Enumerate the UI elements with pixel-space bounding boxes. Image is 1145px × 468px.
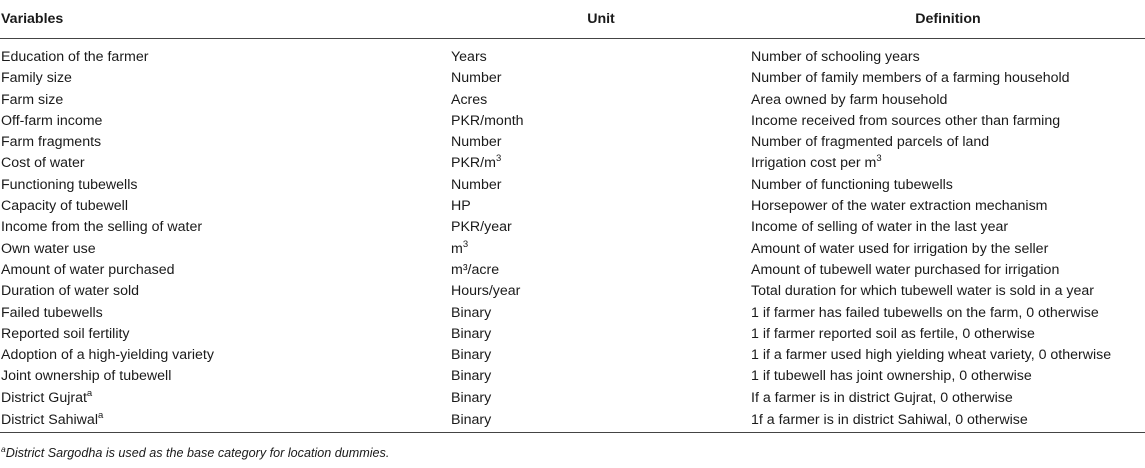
cell-unit-text: Number: [451, 176, 502, 193]
cell-variable: [0, 90, 451, 111]
cell-definition-text: 1 if farmer reported soil as fertile, 0 otherwise: [751, 325, 1035, 342]
table-row: [0, 68, 1145, 89]
header-unit: Unit: [451, 0, 751, 39]
cell-definition-superscript: 3: [876, 153, 882, 165]
cell-definition: [751, 217, 1145, 238]
cell-unit: [451, 132, 751, 153]
cell-unit-text: Binary: [451, 304, 492, 321]
cell-variable-text: Cost of water: [1, 155, 85, 172]
cell-variable-text: Functioning tubewells: [1, 176, 138, 193]
cell-definition: [751, 303, 1145, 324]
cell-definition-text: Number of schooling years: [751, 49, 920, 65]
cell-variable-text: District Gujrat: [1, 389, 87, 406]
cell-variable-text: Family size: [1, 70, 72, 87]
cell-definition: [751, 68, 1145, 89]
table-row: [0, 324, 1145, 345]
table-row: [0, 90, 1145, 111]
cell-variable-superscript: a: [86, 387, 93, 399]
cell-variable: [0, 260, 451, 281]
cell-variable: [0, 409, 451, 432]
cell-unit-text: Binary: [451, 368, 492, 385]
table-row: [0, 47, 1145, 68]
cell-definition: [751, 409, 1145, 432]
cell-definition-text: Amount of tubewell water purchased for irrigation: [751, 261, 1060, 278]
cell-unit-superscript: 3: [495, 153, 502, 165]
cell-unit-text: m: [451, 240, 463, 257]
cell-variable-text: Off-farm income: [1, 112, 103, 129]
cell-unit: [451, 68, 751, 89]
cell-variable: [0, 111, 451, 132]
cell-definition-text: Area owned by farm household: [751, 91, 948, 108]
cell-definition: [751, 47, 1145, 68]
cell-definition-text: Total duration for which tubewell water is sold in a year: [751, 283, 1095, 300]
cell-variable-text: Amount of water purchased: [1, 261, 175, 278]
cell-unit: [451, 111, 751, 132]
cell-definition: [751, 90, 1145, 111]
cell-variable-text: District Sahiwal: [1, 411, 98, 428]
cell-variable-text: Failed tubewells: [1, 304, 103, 321]
cell-definition: [751, 366, 1145, 387]
cell-unit: [451, 260, 751, 281]
cell-definition: [751, 388, 1145, 409]
cell-variable-text: Farm fragments: [1, 134, 102, 151]
cell-variable: [0, 324, 451, 345]
cell-unit: [451, 175, 751, 196]
footnote-text: District Sargodha is used as the base category for location dummies.: [5, 446, 390, 460]
header-variables: Variables: [0, 0, 451, 39]
cell-definition-text: 1 if farmer has failed tubewells on the farm, 0 otherwise: [751, 304, 1099, 321]
cell-definition-text: If a farmer is in district Gujrat, 0 otherwise: [751, 389, 1013, 406]
cell-variable-text: Reported soil fertility: [1, 325, 130, 342]
cell-variable: [0, 153, 451, 174]
footnote-marker: a: [1, 444, 6, 454]
cell-unit-text: Hours/year: [451, 283, 521, 300]
cell-variable: [0, 68, 451, 89]
cell-definition: [751, 345, 1145, 366]
cell-unit-text: Binary: [451, 411, 492, 428]
cell-variable-text: Capacity of tubewell: [1, 198, 128, 215]
cell-variable: [0, 366, 451, 387]
cell-definition: [751, 239, 1145, 260]
cell-unit: [451, 345, 751, 366]
cell-unit: [451, 239, 751, 260]
cell-variable: [0, 388, 451, 409]
table-row: [0, 303, 1145, 324]
cell-variable: [0, 175, 451, 196]
cell-variable: [0, 132, 451, 153]
cell-variable-text: Income from the selling of water: [1, 219, 203, 236]
cell-variable: [0, 281, 451, 302]
table-footnote: [1, 446, 389, 460]
cell-variable: [0, 196, 451, 217]
cell-unit-text: HP: [451, 198, 471, 215]
cell-definition: [751, 281, 1145, 302]
cell-definition-text: Horsepower of the water extraction mechanism: [751, 198, 1048, 215]
cell-variable-text: Own water use: [1, 240, 96, 257]
cell-definition: [751, 260, 1145, 281]
table-row: [0, 260, 1145, 281]
cell-definition-text: Irrigation cost per m: [751, 155, 877, 172]
table-row: [0, 345, 1145, 366]
cell-unit-text: Binary: [451, 389, 492, 406]
cell-definition-text: Income of selling of water in the last year: [751, 219, 1009, 236]
table-row: [0, 111, 1145, 132]
cell-variable-text: Adoption of a high-yielding variety: [1, 347, 214, 364]
cell-definition-text: 1f a farmer is in district Sahiwal, 0 otherwise: [751, 411, 1028, 428]
table-row: [0, 409, 1145, 432]
cell-unit: [451, 303, 751, 324]
cell-unit-superscript: 3: [462, 238, 469, 250]
cell-unit-text: Binary: [451, 347, 492, 364]
cell-definition: [751, 175, 1145, 196]
cell-unit: [451, 409, 751, 432]
cell-unit: [451, 366, 751, 387]
cell-unit-text: Number: [451, 70, 502, 87]
cell-unit-text: PKR/m: [451, 155, 496, 172]
table-row: [0, 196, 1145, 217]
cell-definition: [751, 153, 1145, 174]
cell-definition-text: 1 if tubewell has joint ownership, 0 otherwise: [751, 368, 1032, 385]
cell-variable: [0, 345, 451, 366]
cell-variable-superscript: a: [97, 409, 104, 421]
cell-unit-text: m³/acre: [451, 261, 500, 278]
table-row: [0, 281, 1145, 302]
cell-variable: [0, 303, 451, 324]
table-row: [0, 153, 1145, 174]
table-row: [0, 239, 1145, 260]
cell-variable: [0, 217, 451, 238]
cell-variable-text: Farm size: [1, 91, 64, 108]
table-row: [0, 366, 1145, 387]
cell-definition: [751, 196, 1145, 217]
cell-unit: [451, 153, 751, 174]
cell-definition: [751, 324, 1145, 345]
cell-unit-text: PKR/month: [451, 112, 524, 129]
cell-definition-text: Income received from sources other than farming: [751, 112, 1061, 129]
cell-unit: [451, 281, 751, 302]
table-header-row: [0, 0, 1145, 39]
cell-unit: [451, 217, 751, 238]
cell-unit: [451, 47, 751, 68]
table-row: [0, 132, 1145, 153]
cell-definition: [751, 132, 1145, 153]
cell-unit-text: Years: [451, 49, 487, 65]
cell-unit: [451, 388, 751, 409]
cell-unit: [451, 90, 751, 111]
cell-variable: [0, 47, 451, 68]
cell-definition-text: Number of fragmented parcels of land: [751, 134, 990, 151]
table-body: [0, 39, 1145, 433]
cell-variable-text: Joint ownership of tubewell: [1, 368, 172, 385]
table-row: [0, 175, 1145, 196]
cell-definition-text: Number of family members of a farming household: [751, 70, 1070, 87]
cell-unit-text: Binary: [451, 325, 492, 342]
table-row: [0, 388, 1145, 409]
cell-unit-text: Acres: [451, 91, 488, 108]
cell-unit: [451, 196, 751, 217]
header-definition: Definition: [751, 0, 1145, 39]
cell-unit: [451, 324, 751, 345]
cell-definition-text: 1 if a farmer used high yielding wheat variety, 0 otherwise: [751, 347, 1112, 364]
cell-unit-text: PKR/year: [451, 219, 512, 236]
table-row: [0, 217, 1145, 238]
cell-variable-text: Education of the farmer: [1, 49, 149, 65]
cell-definition: [751, 111, 1145, 132]
cell-definition-text: Amount of water used for irrigation by the seller: [751, 240, 1049, 257]
cell-variable-text: Duration of water sold: [1, 283, 140, 300]
cell-unit-text: Number: [451, 134, 502, 151]
cell-definition-text: Number of functioning tubewells: [751, 176, 953, 193]
cell-variable: [0, 239, 451, 260]
